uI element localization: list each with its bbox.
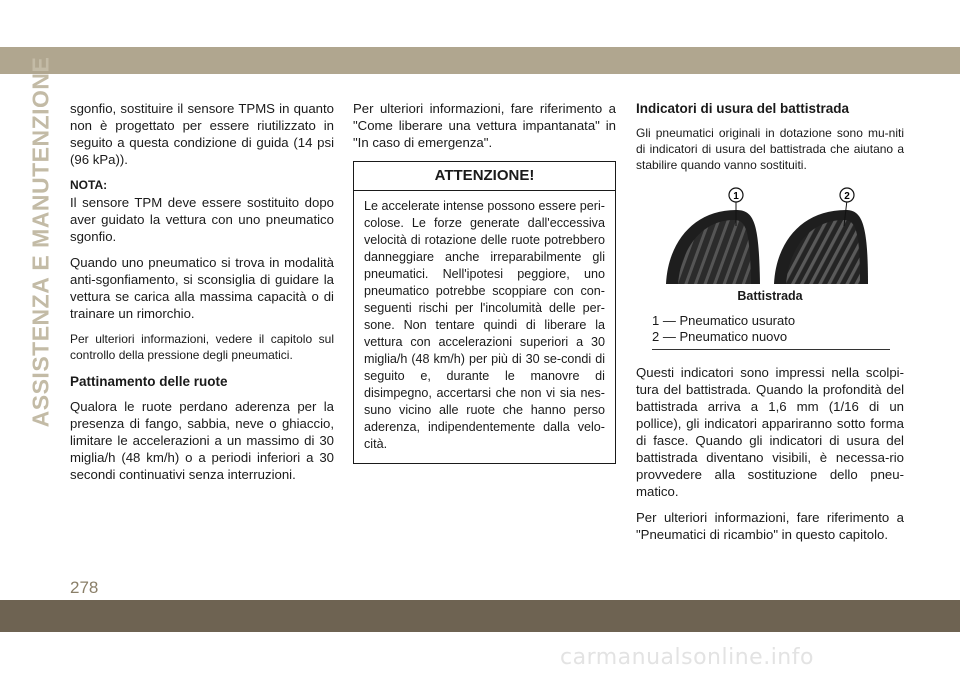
section-side-title: [26, 56, 56, 428]
legend-divider: [652, 349, 890, 350]
section-heading-tread-wear: Indicatori di usura del battistrada: [636, 101, 850, 116]
watermark-text: carmanualsonline.info: [560, 645, 814, 670]
figure-caption: Battistrada: [737, 289, 803, 303]
paragraph: Gli pneumatici originali in dotazione sono mu-niti di indicatori di usura del battistrada che aiutano a stabilire quando vanno sostituiti.: [636, 126, 904, 172]
warning-box: [353, 161, 616, 464]
paragraph: sgonfio, sostituire il sensore TPMS in quanto non è progettato per essere riutilizzato in seguito a questa condizione di guida (14 psi (96 kPa)).: [70, 101, 334, 167]
note-text: Il sensore TPM deve essere sostituito dopo aver guidato la vettura con uno pneumatico sgonfio.: [70, 195, 334, 244]
paragraph: Per ulteriori informazioni, fare riferimento a "Come liberare una vettura impantanata" in "In caso di emergenza".: [353, 101, 616, 150]
tires-illustration: [664, 182, 869, 284]
paragraph: Qualora le ruote perdano aderenza per la presenza di fango, sabbia, neve o ghiaccio, limitare le accelerazioni a un massimo di 30 miglia/h (48 km/h) o a periodi inferiori a 30 secondi continuativi senza interruzioni.: [70, 399, 334, 482]
column-1: [70, 100, 334, 492]
paragraph: Per ulteriori informazioni, fare riferimento a "Pneumatici di ricambio" in questo capitolo.: [636, 510, 904, 542]
section-side-title-text: ASSISTENZA E MANUTENZIONE: [27, 56, 54, 428]
column-2: [353, 100, 616, 464]
column-3: [636, 100, 904, 552]
warning-title: ATTENZIONE!: [354, 162, 615, 191]
tread-figure: [636, 182, 904, 350]
top-band: [0, 47, 960, 74]
legend-item-2: 2 — Pneumatico nuovo: [652, 329, 788, 344]
bottom-band: [0, 600, 960, 632]
page-number: 278: [70, 578, 99, 597]
warning-text: Le accelerate intense possono essere peri-colose. Le forze generate dall'eccessiva velocità di rotazione delle ruote potrebbero danneggiare anche irreparabilmente gli pneumatici. Nell'ipotesi peggiore, uno pneumatico potrebbe scoppiare con con-seguenti rischi per l'incolumità delle per-sone. Non tentare quindi di liberare la vettura con accelerazioni superiori a 30 miglia/h (48 km/h) per più di 30 se-condi di seguito e, durante le manovre di disimpegno, accertarsi che non vi sia nes-suno vicino alle ruote che hanno perso aderenza, indipendentemente dalla velo-cità.: [364, 199, 605, 451]
note-heading: NOTA:: [70, 178, 108, 192]
marker-1-label: 1: [733, 191, 739, 202]
paragraph: Questi indicatori sono impressi nella scolpi-tura del battistrada. Quando la profondità del battistrada arriva a 1,6 mm (1/16 di un pollice), gli indicatori appariranno sotto forma di fasce. Quando gli indicatori di usura del battistrada diventano visibili, è necessa-rio provvedere alla sostituzione dello pneu-matico.: [636, 365, 904, 499]
legend-item-1: 1 — Pneumatico usurato: [652, 313, 796, 328]
paragraph: Per ulteriori informazioni, vedere il capitolo sul controllo della pressione degli pneumatici.: [70, 332, 334, 362]
section-heading-wheel-slip: Pattinamento delle ruote: [70, 374, 228, 389]
marker-2-label: 2: [844, 191, 850, 202]
paragraph: Quando uno pneumatico si trova in modalità anti-sgonfiamento, si sconsiglia di guidare la vettura se carica alla massima capacità o di trainare un rimorchio.: [70, 255, 334, 321]
